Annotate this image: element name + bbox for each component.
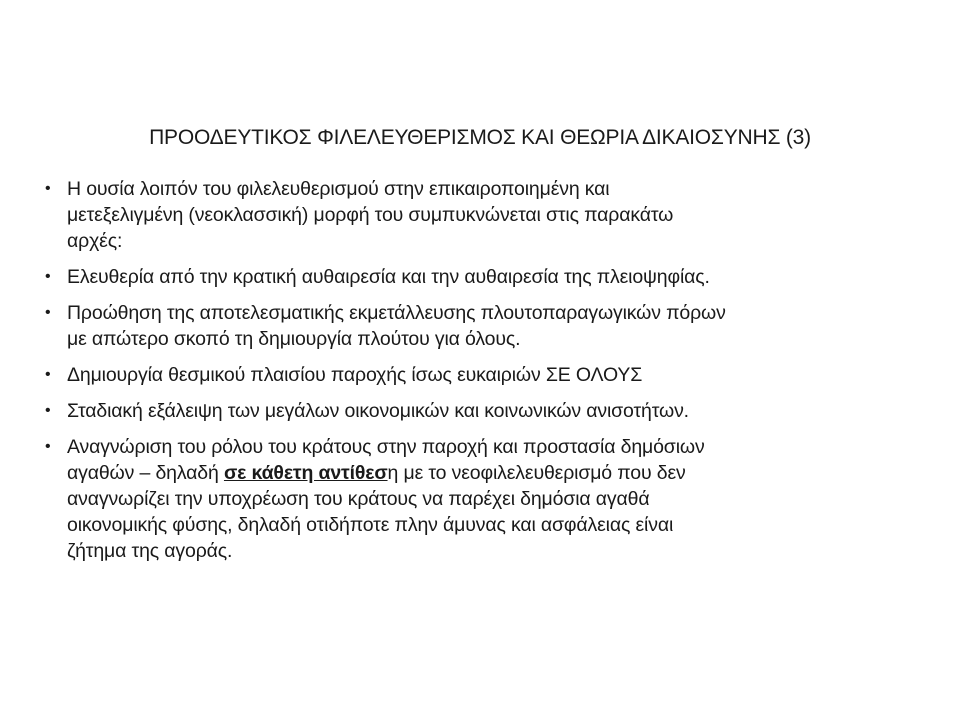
- bullet-marker: •: [45, 180, 51, 197]
- bullet-line: Αναγνώριση του ρόλου του κράτους στην παροχή και προστασία δημόσιων: [67, 436, 705, 458]
- bullet-text: αγαθών – δηλαδή: [67, 462, 224, 484]
- bullet-line: μετεξελιγμένη (νεοκλασσική) μορφή του συμπυκνώνεται στις παρακάτω: [67, 204, 674, 226]
- bullet-line: αρχές:: [67, 230, 123, 252]
- bullet-line: οικονομικής φύσης, δηλαδή οτιδήποτε πλην άμυνας και ασφάλειας είναι: [67, 514, 674, 536]
- bullet-line: Προώθηση της αποτελεσματικής εκμετάλλευσης πλουτοπαραγωγικών πόρων: [67, 302, 726, 324]
- bullet-item-4: [45, 362, 905, 388]
- slide-title: ΠΡΟΟΔΕΥΤΙΚΟΣ ΦΙΛΕΛΕΥΘΕΡΙΣΜΟΣ ΚΑΙ ΘΕΩΡΙΑ ΔΙΚΑΙΟΣΥΝΗΣ (3): [149, 126, 811, 149]
- bullet-item-3: [45, 300, 905, 352]
- bullet-line: [67, 460, 905, 486]
- emphasized-text: σε κάθετη αντίθεσ: [223, 462, 388, 484]
- bullet-marker: •: [45, 304, 51, 321]
- bullet-item-6: [45, 434, 905, 564]
- bullet-line: Σταδιακή εξάλειψη των μεγάλων οικονομικών και κοινωνικών ανισοτήτων.: [67, 400, 689, 422]
- bullet-item-5: [45, 398, 905, 424]
- bullet-marker: •: [45, 438, 51, 455]
- bullet-line: Η ουσία λοιπόν του φιλελευθερισμού στην επικαιροποιημένη και: [67, 178, 610, 200]
- bullet-marker: •: [45, 366, 51, 383]
- bullet-line: ζήτημα της αγοράς.: [67, 540, 233, 562]
- bullet-text: η με το νεοφιλελευθερισμό που δεν: [387, 462, 686, 484]
- bullet-list: [45, 176, 905, 574]
- bullet-line: Δημιουργία θεσμικού πλαισίου παροχής ίσως ευκαιριών ΣΕ ΟΛΟΥΣ: [67, 364, 643, 386]
- bullet-item-2: [45, 264, 905, 290]
- bullet-marker: •: [45, 402, 51, 419]
- bullet-marker: •: [45, 268, 51, 285]
- bullet-line: αναγνωρίζει την υποχρέωση του κράτους να παρέχει δημόσια αγαθά: [67, 488, 650, 510]
- bullet-line: με απώτερο σκοπό τη δημιουργία πλούτου για όλους.: [67, 328, 521, 350]
- bullet-item-1: [45, 176, 905, 254]
- bullet-line: Ελευθερία από την κρατική αυθαιρεσία και την αυθαιρεσία της πλειοψηφίας.: [67, 266, 710, 288]
